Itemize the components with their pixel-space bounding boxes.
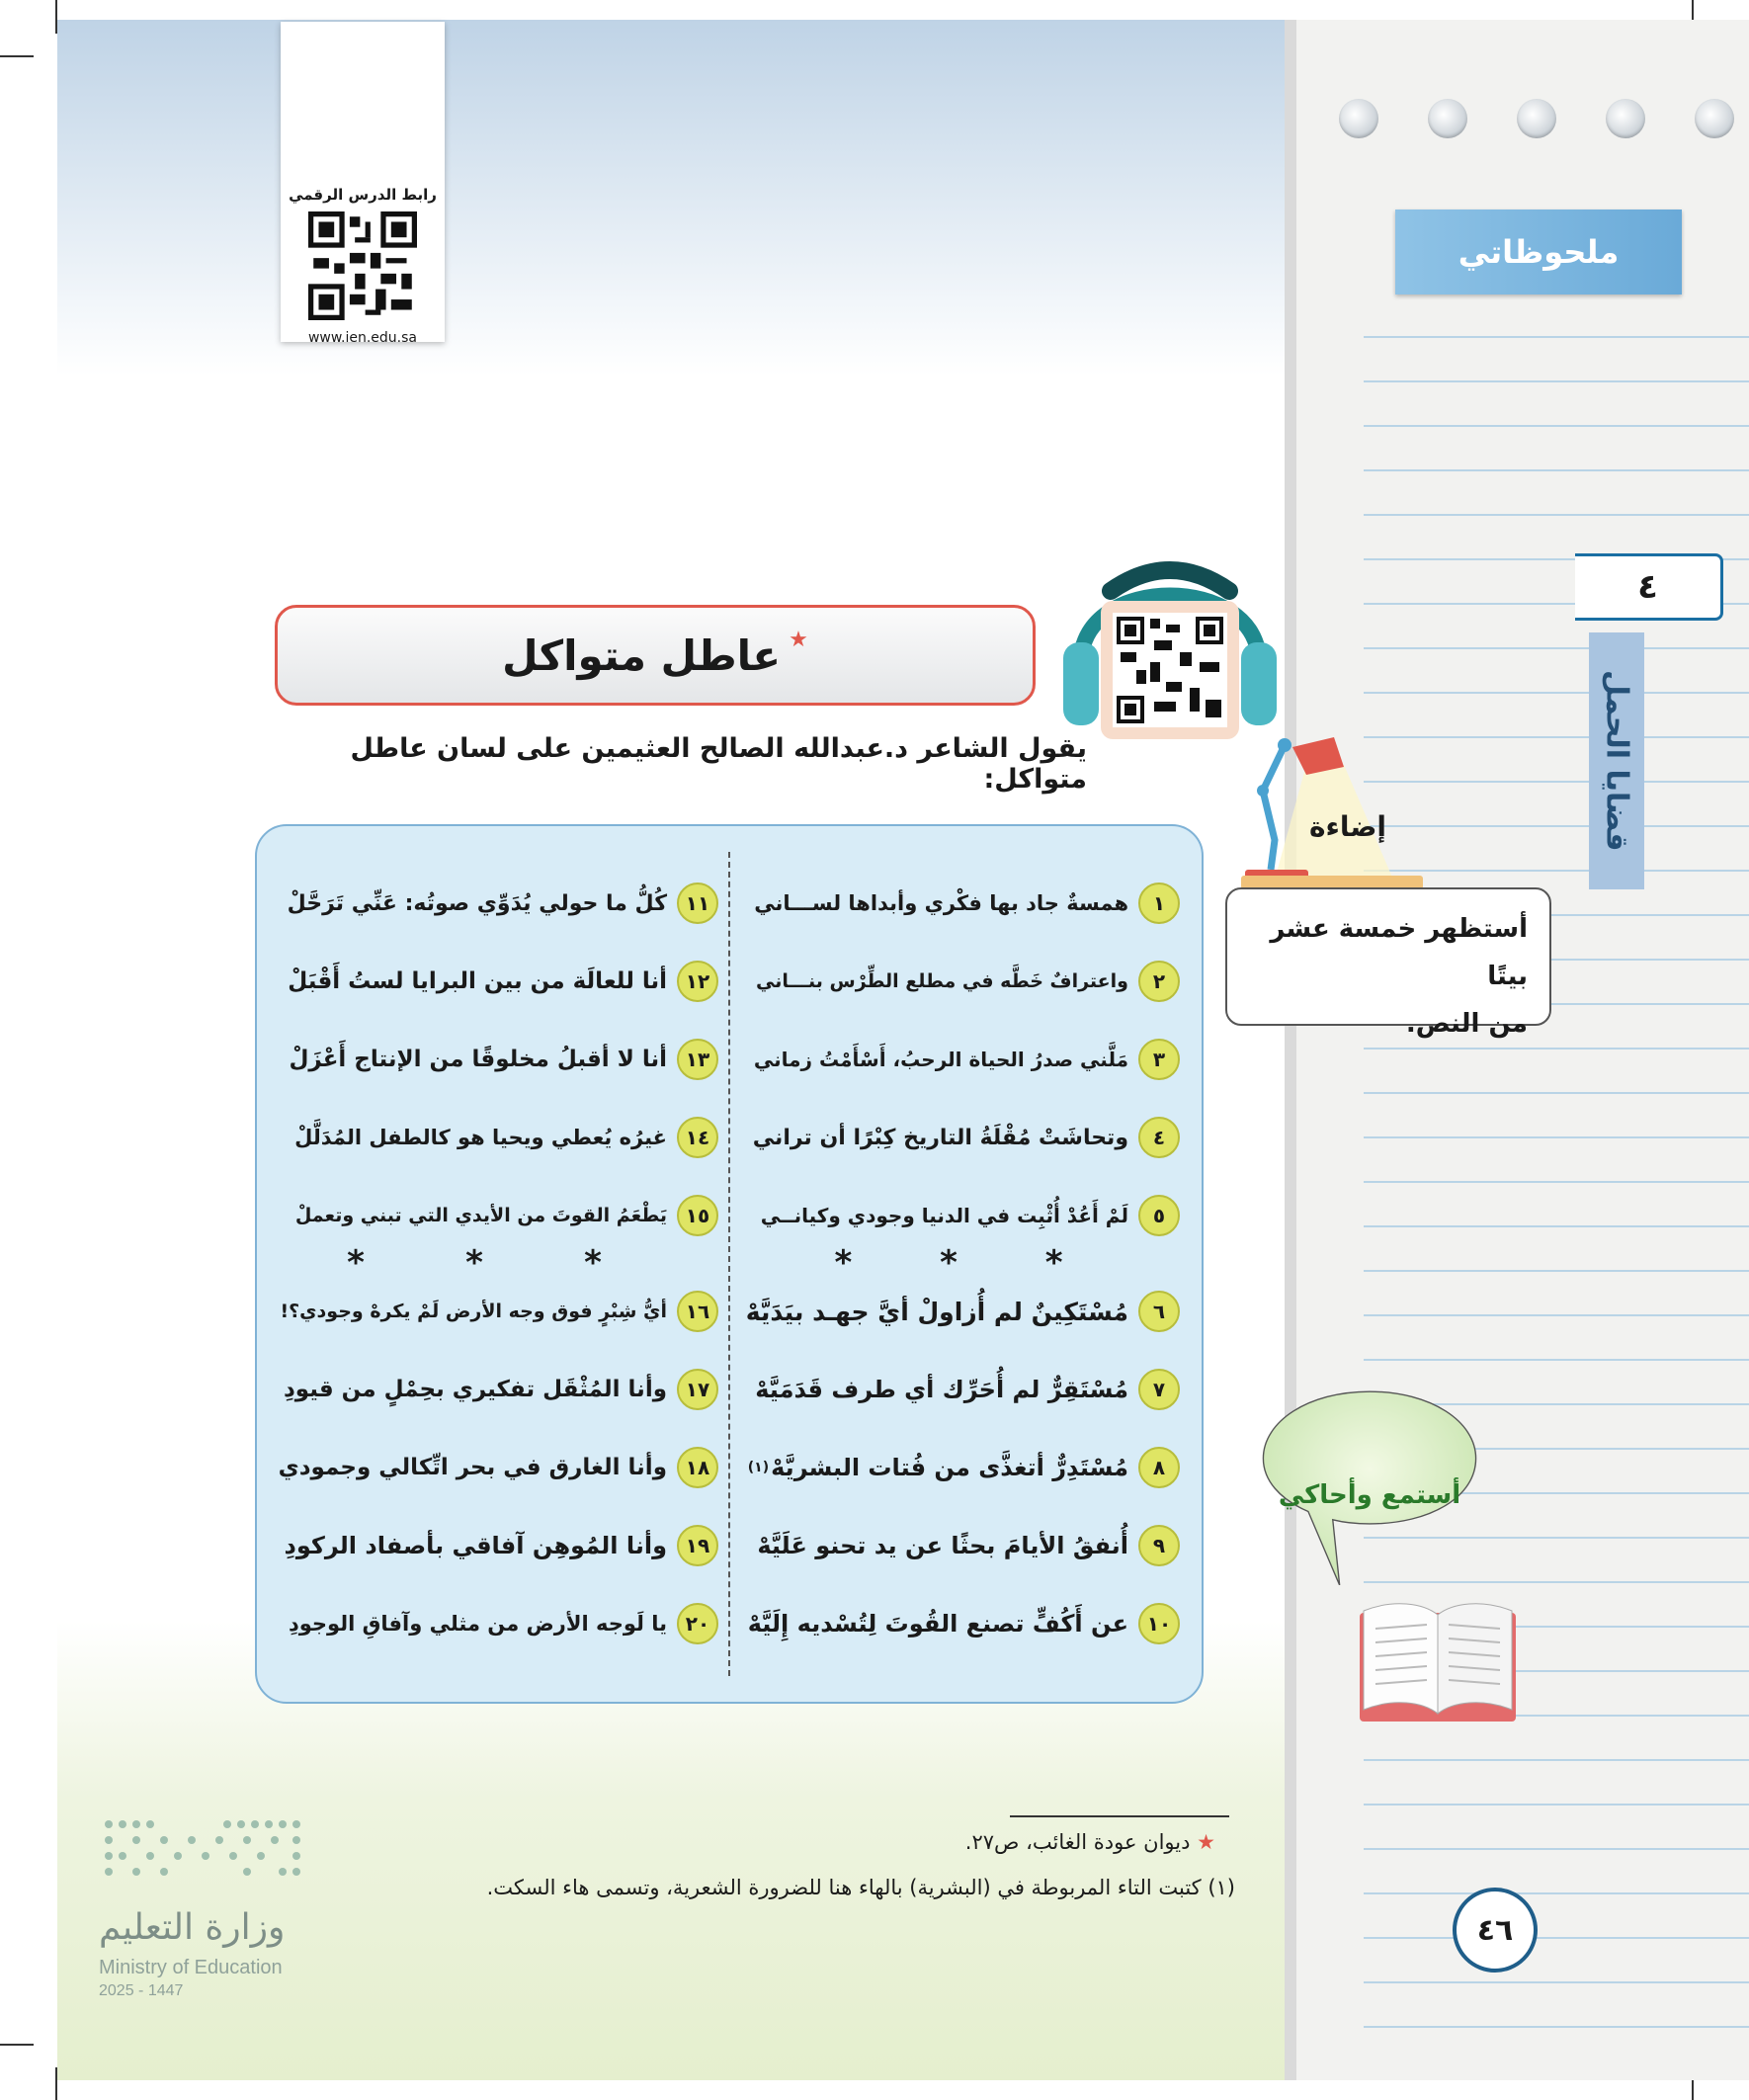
edaa-box bbox=[1225, 887, 1551, 1039]
verse-row bbox=[755, 1369, 1180, 1410]
ring-icon bbox=[1606, 99, 1645, 138]
verse-text: وأنا الغارق في بحر اتِّكالي وجمودي bbox=[278, 1455, 667, 1480]
ring-icon bbox=[1428, 99, 1467, 138]
footnote-star-icon: ★ bbox=[789, 627, 808, 652]
verse-text: يَطْعَمُ القوتَ من الأيدي التي تبني وتعملْ bbox=[294, 1205, 667, 1226]
ring-icon bbox=[1695, 99, 1734, 138]
crop-mark bbox=[0, 55, 34, 57]
qr-label: رابط الدرس الرقمي bbox=[289, 186, 437, 204]
verse-text: غيرُه يُعطي ويحيا هو كالطفل المُدَلَّلْ bbox=[294, 1126, 667, 1149]
ruled-line bbox=[1364, 380, 1749, 382]
notes-title: ملحوظاتي bbox=[1395, 210, 1682, 294]
lesson-title: عاطل متواكل bbox=[502, 630, 782, 680]
verse-row bbox=[288, 882, 718, 924]
verse-text: مُسْتَقِرٌّ لم أُحَرِّك أي طرف قَدَمَيَّهْ bbox=[755, 1376, 1128, 1403]
footnote-separator bbox=[1010, 1815, 1229, 1817]
verse-row bbox=[285, 1525, 718, 1566]
footnote-1: (١) كتبت التاء المربوطة في (البشرية) بالهاء هنا للضرورة الشعرية، وتسمى هاء السكت. bbox=[486, 1876, 1235, 1899]
ruled-line bbox=[1364, 425, 1749, 427]
verse-number-badge: ١٨ bbox=[677, 1447, 718, 1488]
verse-text: كُلُّ ما حولي يُدَوِّي صوتُه: عَنِّي تَرَحَّلْ bbox=[287, 890, 667, 916]
ruled-line bbox=[1364, 514, 1749, 516]
verse-text: همسةٌ جاد بها فكْري وأبداها لســـاني bbox=[754, 891, 1128, 915]
verse-number-badge: ٩ bbox=[1138, 1525, 1180, 1566]
ruled-line bbox=[1364, 2026, 1749, 2028]
ruled-line bbox=[1364, 1804, 1749, 1806]
star-separator: * bbox=[584, 1243, 602, 1283]
ruled-line bbox=[1364, 1759, 1749, 1761]
verse-row bbox=[754, 882, 1180, 924]
unit-ribbon bbox=[1589, 632, 1644, 889]
verse-row bbox=[748, 1447, 1180, 1488]
verse-footnote-ref: (١) bbox=[747, 1460, 770, 1475]
verse-number-badge: ٧ bbox=[1138, 1369, 1180, 1410]
verse-row bbox=[748, 1603, 1180, 1644]
ruled-line bbox=[1364, 1848, 1749, 1850]
edaa-text-line1: أستظهر خمسة عشر بيتًا bbox=[1270, 914, 1528, 991]
ruled-line bbox=[1364, 336, 1749, 338]
verse-text: أيُّ شِبْرٍ فوق وجه الأرض لَمْ يكرهْ وجودي؟! bbox=[280, 1301, 667, 1322]
separator-stars bbox=[296, 1243, 652, 1283]
notes-notebook bbox=[1285, 20, 1749, 2080]
verse-text: مُسْتَدِرٌّ أتغذَّى من فُتات البشريَّهْ bbox=[771, 1454, 1128, 1481]
ruled-line bbox=[1364, 781, 1749, 783]
ruled-line bbox=[1364, 1181, 1749, 1183]
digital-lesson-qr-card[interactable] bbox=[281, 22, 445, 346]
verse-number-badge: ٢ bbox=[1138, 961, 1180, 1002]
verse-number-badge: ١٤ bbox=[677, 1117, 718, 1158]
verse-number-badge: ١٩ bbox=[677, 1525, 718, 1566]
verse-text: واعترافٌ خَطَّه في مطلع الطِّرْس بنـــاني bbox=[756, 970, 1128, 992]
ruled-line bbox=[1364, 870, 1749, 872]
verse-number-badge: ٣ bbox=[1138, 1039, 1180, 1080]
ruled-line bbox=[1364, 736, 1749, 738]
ruled-line bbox=[1364, 692, 1749, 694]
ministry-arabic: وزارة التعليم bbox=[99, 1907, 286, 1948]
ruled-line bbox=[1364, 1981, 1749, 1983]
verse-row bbox=[279, 1447, 718, 1488]
verse-text: مُسْتَكِينٌ لم أُزاولْ أيَّ جهـد بيَدَيَّهْ bbox=[745, 1297, 1128, 1326]
ministry-year: 2025 - 1447 bbox=[99, 1982, 184, 1999]
verse-text: وأنا المُثْقَل تفكيري بحِمْلٍ من قيودِ bbox=[283, 1377, 667, 1402]
star-separator: * bbox=[940, 1243, 958, 1283]
star-separator: * bbox=[1044, 1243, 1063, 1283]
verse-text: عن أَكُفٍّ تصنع القُوتَ لِتُسْديه إِلَيَّهْ bbox=[747, 1610, 1128, 1638]
footnote-star-text: ديوان عودة الغائب، ص٢٧. bbox=[964, 1830, 1191, 1854]
ruled-line bbox=[1364, 1048, 1749, 1050]
verse-number-badge: ١١ bbox=[677, 882, 718, 924]
poem-column-divider bbox=[728, 852, 730, 1676]
unit-number: ٤ bbox=[1575, 553, 1723, 621]
ruled-line bbox=[1364, 647, 1749, 649]
ruled-line bbox=[1364, 1270, 1749, 1272]
verse-number-badge: ١٠ bbox=[1138, 1603, 1180, 1644]
listen-label: أستمع وأحاكي bbox=[1278, 1480, 1461, 1510]
verse-row bbox=[280, 1291, 718, 1332]
qr-url[interactable]: www.ien.edu.sa bbox=[307, 330, 418, 346]
ruled-line bbox=[1364, 1092, 1749, 1094]
ministry-english: Ministry of Education bbox=[99, 1957, 283, 1978]
ministry-logo-icon bbox=[99, 1814, 316, 1893]
ruled-line bbox=[1364, 1136, 1749, 1138]
ring-icon bbox=[1339, 99, 1378, 138]
edaa-text-line2: من النص. bbox=[1405, 1009, 1528, 1039]
verse-number-badge: ١٥ bbox=[677, 1195, 718, 1236]
verse-number-badge: ١ bbox=[1138, 882, 1180, 924]
ruled-line bbox=[1364, 825, 1749, 827]
verse-row bbox=[288, 961, 718, 1002]
verse-number-badge: ١٧ bbox=[677, 1369, 718, 1410]
verse-text: أنا للعالَة من بين البرايا لستُ أَقْبَلْ bbox=[288, 968, 667, 994]
open-book-icon bbox=[1354, 1599, 1522, 1729]
verse-number-badge: ١٦ bbox=[677, 1291, 718, 1332]
star-separator: * bbox=[347, 1243, 365, 1283]
verse-text: أُنفقُ الأيامَ بحثًا عن يد تحنو عَلَيَّهْ bbox=[757, 1532, 1128, 1559]
verse-row bbox=[746, 1291, 1180, 1332]
verse-row bbox=[754, 1039, 1180, 1080]
verse-row bbox=[753, 1117, 1180, 1158]
verse-text: مَلَّني صدرُ الحياة الرحبُ، أَسْأَمْتُ زماني bbox=[753, 1048, 1128, 1071]
star-separator: * bbox=[465, 1243, 483, 1283]
verse-number-badge: ١٢ bbox=[677, 961, 718, 1002]
audio-headphones-qr-icon[interactable] bbox=[1051, 534, 1289, 751]
verse-text: أنا لا أقبلُ مخلوقًا من الإنتاج أَعْزَلْ bbox=[289, 1047, 667, 1072]
intro-text: يقول الشاعر د.عبدالله الصالح العثيمين على لسان عاطل متواكل: bbox=[350, 733, 1087, 795]
verse-row bbox=[756, 961, 1180, 1002]
footnote-star bbox=[889, 1830, 1215, 1854]
ruled-line bbox=[1364, 1225, 1749, 1227]
verse-text: وتحاشَتْ مُقْلَةُ التاريخ كِبْرًا أن تراني bbox=[752, 1125, 1128, 1150]
verse-text: يا لَوجه الأرض من مثلي وآفاقِ الوجودِ bbox=[288, 1612, 667, 1636]
unit-ribbon-label: قضايا الحمل bbox=[1599, 670, 1634, 852]
verse-row bbox=[284, 1369, 718, 1410]
ruled-line bbox=[1364, 1359, 1749, 1361]
verse-row bbox=[295, 1195, 718, 1236]
footnote-star-icon: ★ bbox=[1197, 1830, 1215, 1854]
qr-code-icon[interactable] bbox=[308, 211, 417, 320]
ruled-line bbox=[1364, 1937, 1749, 1939]
ruled-line bbox=[1364, 469, 1749, 471]
ruled-line bbox=[1364, 1314, 1749, 1316]
ruled-line bbox=[1364, 1892, 1749, 1894]
verse-number-badge: ٢٠ bbox=[677, 1603, 718, 1644]
verse-row bbox=[294, 1117, 718, 1158]
verse-row bbox=[289, 1603, 718, 1644]
verse-text: لَمْ أَعُدْ أُثْبِت في الدنيا وجودي وكيانــي bbox=[760, 1204, 1128, 1227]
page-number: ٤٦ bbox=[1453, 1888, 1538, 1973]
verse-number-badge: ٦ bbox=[1138, 1291, 1180, 1332]
crop-mark bbox=[0, 2044, 34, 2046]
star-separator: * bbox=[834, 1243, 853, 1283]
lesson-title-box bbox=[275, 605, 1036, 706]
notebook-rings bbox=[1339, 99, 1734, 138]
edaa-label: إضاءة bbox=[1309, 810, 1387, 843]
separator-stars bbox=[791, 1243, 1107, 1283]
ring-icon bbox=[1517, 99, 1556, 138]
verse-number-badge: ٨ bbox=[1138, 1447, 1180, 1488]
verse-row bbox=[757, 1525, 1180, 1566]
verse-number-badge: ٥ bbox=[1138, 1195, 1180, 1236]
verse-number-badge: ٤ bbox=[1138, 1117, 1180, 1158]
verse-text: وأنا المُوهِن آفاقي بأصفاد الركودِ bbox=[284, 1532, 667, 1559]
verse-row bbox=[761, 1195, 1180, 1236]
verse-number-badge: ١٣ bbox=[677, 1039, 718, 1080]
verse-row bbox=[289, 1039, 718, 1080]
